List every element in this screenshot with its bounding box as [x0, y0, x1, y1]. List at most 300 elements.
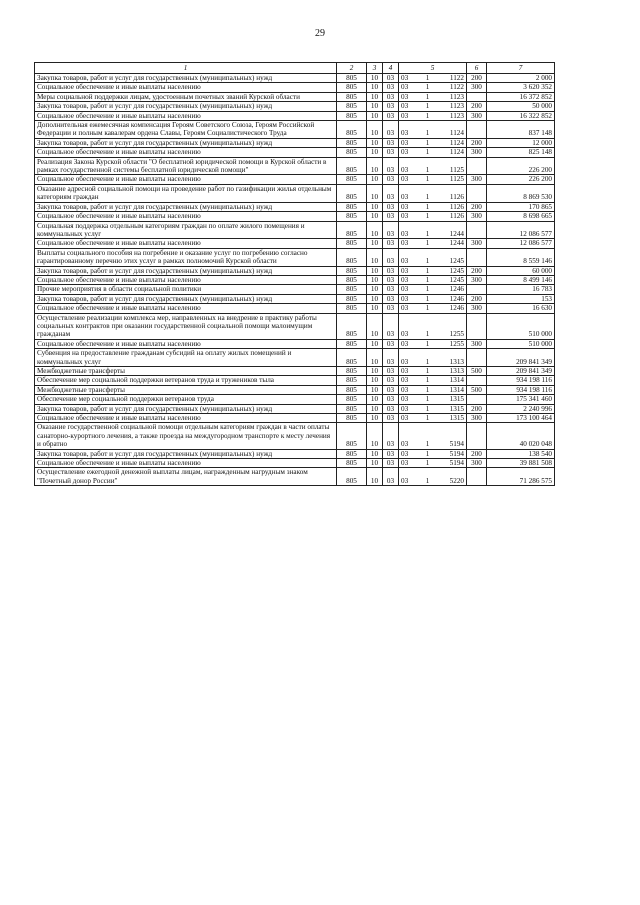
table-row [35, 423, 555, 449]
row-expense-type: 500 [467, 367, 487, 376]
target-subprogram-code: 1 [425, 212, 430, 221]
row-name: Обеспечение мер социальной поддержки ветеранов труда [35, 395, 337, 404]
target-item-code: 1126 [449, 193, 464, 202]
row-subsection-code: 03 [383, 285, 399, 294]
target-item-code: 1245 [449, 266, 464, 275]
target-program-code: 03 [401, 449, 409, 458]
target-item-code: 1244 [449, 239, 464, 248]
target-subprogram-code: 1 [425, 102, 430, 111]
row-target-article [399, 202, 467, 211]
row-ministry-code: 805 [337, 92, 367, 101]
row-ministry-code: 805 [337, 239, 367, 248]
target-item-code: 1314 [449, 385, 464, 394]
row-subsection-code: 03 [383, 157, 399, 175]
row-subsection-code: 03 [383, 111, 399, 120]
target-item-code: 1124 [449, 148, 464, 157]
row-section-code: 10 [367, 221, 383, 239]
header-col-2: 2 [337, 63, 367, 74]
row-subsection-code: 03 [383, 175, 399, 184]
row-target-article [399, 184, 467, 202]
target-item-code: 1125 [449, 166, 464, 175]
row-section-code: 10 [367, 239, 383, 248]
row-amount: 170 865 [487, 202, 555, 211]
row-subsection-code: 03 [383, 294, 399, 303]
row-section-code: 10 [367, 202, 383, 211]
row-ministry-code: 805 [337, 349, 367, 367]
row-section-code: 10 [367, 449, 383, 458]
row-subsection-code: 03 [383, 74, 399, 83]
header-col-1: 1 [35, 63, 337, 74]
row-section-code: 10 [367, 148, 383, 157]
target-item-code: 1246 [449, 285, 464, 294]
row-subsection-code: 03 [383, 221, 399, 239]
row-target-article [399, 92, 467, 101]
target-subprogram-code: 1 [425, 239, 430, 248]
row-name: Оказание адресной социальной помощи на проведение работ по газификации жилья отдельным категориям граждан [35, 184, 337, 202]
row-amount: 8 869 530 [487, 184, 555, 202]
row-ministry-code: 805 [337, 313, 367, 339]
target-item-code: 1122 [449, 83, 464, 92]
target-subprogram-code: 1 [425, 175, 430, 184]
row-amount: 2 000 [487, 74, 555, 83]
row-section-code: 10 [367, 468, 383, 486]
row-name: Социальное обеспечение и иные выплаты населению [35, 175, 337, 184]
target-subprogram-code: 1 [425, 166, 430, 175]
target-item-code: 1315 [449, 414, 464, 423]
row-expense-type: 300 [467, 239, 487, 248]
row-subsection-code: 03 [383, 349, 399, 367]
table-row [35, 266, 555, 275]
target-item-code: 1124 [449, 138, 464, 147]
row-section-code: 10 [367, 294, 383, 303]
table-row [35, 313, 555, 339]
row-section-code: 10 [367, 423, 383, 449]
target-program-code: 03 [401, 111, 409, 120]
row-subsection-code: 03 [383, 468, 399, 486]
row-ministry-code: 805 [337, 248, 367, 266]
target-subprogram-code: 1 [425, 92, 430, 101]
row-section-code: 10 [367, 385, 383, 394]
row-expense-type [467, 395, 487, 404]
row-name: Социальное обеспечение и иные выплаты населению [35, 111, 337, 120]
row-subsection-code: 03 [383, 148, 399, 157]
row-subsection-code: 03 [383, 414, 399, 423]
row-expense-type [467, 92, 487, 101]
row-section-code: 10 [367, 404, 383, 413]
row-amount: 12 000 [487, 138, 555, 147]
row-amount: 226 200 [487, 175, 555, 184]
row-section-code: 10 [367, 395, 383, 404]
table-row [35, 83, 555, 92]
row-subsection-code: 03 [383, 275, 399, 284]
row-amount: 825 148 [487, 148, 555, 157]
row-ministry-code: 805 [337, 285, 367, 294]
target-item-code: 1245 [449, 275, 464, 284]
row-ministry-code: 805 [337, 449, 367, 458]
row-subsection-code: 03 [383, 83, 399, 92]
row-amount: 934 198 116 [487, 385, 555, 394]
row-expense-type [467, 468, 487, 486]
row-target-article [399, 304, 467, 313]
target-subprogram-code: 1 [425, 339, 430, 348]
row-section-code: 10 [367, 212, 383, 221]
target-program-code: 03 [401, 92, 409, 101]
target-program-code: 03 [401, 166, 409, 175]
row-name: Социальное обеспечение и иные выплаты населению [35, 459, 337, 468]
table-row [35, 376, 555, 385]
row-subsection-code: 03 [383, 385, 399, 394]
target-program-code: 03 [401, 212, 409, 221]
target-item-code: 1125 [449, 175, 464, 184]
row-subsection-code: 03 [383, 376, 399, 385]
row-expense-type [467, 376, 487, 385]
row-ministry-code: 805 [337, 339, 367, 348]
row-target-article [399, 221, 467, 239]
row-ministry-code: 805 [337, 184, 367, 202]
row-subsection-code: 03 [383, 121, 399, 139]
row-name: Социальное обеспечение и иные выплаты населению [35, 83, 337, 92]
row-target-article [399, 349, 467, 367]
row-target-article [399, 285, 467, 294]
row-subsection-code: 03 [383, 404, 399, 413]
target-program-code: 03 [401, 294, 409, 303]
target-program-code: 03 [401, 102, 409, 111]
row-subsection-code: 03 [383, 92, 399, 101]
row-target-article [399, 266, 467, 275]
row-subsection-code: 03 [383, 339, 399, 348]
row-section-code: 10 [367, 157, 383, 175]
row-section-code: 10 [367, 248, 383, 266]
header-col-5: 5 [399, 63, 467, 74]
row-subsection-code: 03 [383, 449, 399, 458]
row-target-article [399, 313, 467, 339]
table-row [35, 102, 555, 111]
row-name: Закупка товаров, работ и услуг для государственных (муниципальных) нужд [35, 266, 337, 275]
target-item-code: 1255 [449, 339, 464, 348]
row-target-article [399, 239, 467, 248]
row-amount: 8 559 146 [487, 248, 555, 266]
row-expense-type [467, 184, 487, 202]
row-target-article [399, 395, 467, 404]
row-name: Субвенция на предоставление гражданам субсидий на оплату жилых помещений и коммунальных услуг [35, 349, 337, 367]
target-program-code: 03 [401, 285, 409, 294]
row-amount: 8 499 146 [487, 275, 555, 284]
target-item-code: 5194 [449, 459, 464, 468]
table-row [35, 212, 555, 221]
row-ministry-code: 805 [337, 157, 367, 175]
row-target-article [399, 459, 467, 468]
row-name: Социальное обеспечение и иные выплаты населению [35, 239, 337, 248]
target-program-code: 03 [401, 83, 409, 92]
table-row [35, 385, 555, 394]
row-subsection-code: 03 [383, 459, 399, 468]
row-target-article [399, 385, 467, 394]
row-amount: 50 000 [487, 102, 555, 111]
row-section-code: 10 [367, 175, 383, 184]
row-subsection-code: 03 [383, 239, 399, 248]
row-amount: 16 783 [487, 285, 555, 294]
row-amount: 173 100 464 [487, 414, 555, 423]
row-amount: 226 200 [487, 157, 555, 175]
row-ministry-code: 805 [337, 121, 367, 139]
target-program-code: 03 [401, 330, 409, 339]
target-item-code: 1126 [449, 202, 464, 211]
row-section-code: 10 [367, 138, 383, 147]
row-target-article [399, 404, 467, 413]
row-expense-type: 300 [467, 83, 487, 92]
target-item-code: 1313 [449, 357, 464, 366]
target-item-code: 5220 [449, 476, 464, 485]
row-target-article [399, 138, 467, 147]
table-row [35, 148, 555, 157]
row-subsection-code: 03 [383, 313, 399, 339]
row-ministry-code: 805 [337, 148, 367, 157]
target-program-code: 03 [401, 476, 409, 485]
table-row [35, 175, 555, 184]
row-name: Социальное обеспечение и иные выплаты населению [35, 275, 337, 284]
row-subsection-code: 03 [383, 266, 399, 275]
target-subprogram-code: 1 [425, 229, 430, 238]
row-expense-type: 300 [467, 304, 487, 313]
row-name: Закупка товаров, работ и услуг для государственных (муниципальных) нужд [35, 138, 337, 147]
header-col-3: 3 [367, 63, 383, 74]
row-ministry-code: 805 [337, 376, 367, 385]
target-subprogram-code: 1 [425, 414, 430, 423]
row-expense-type [467, 157, 487, 175]
header-col-7: 7 [487, 63, 555, 74]
row-name: Межбюджетные трансферты [35, 367, 337, 376]
row-amount: 3 620 352 [487, 83, 555, 92]
table-row [35, 395, 555, 404]
target-program-code: 03 [401, 357, 409, 366]
row-target-article [399, 83, 467, 92]
row-target-article [399, 157, 467, 175]
row-subsection-code: 03 [383, 304, 399, 313]
table-row [35, 92, 555, 101]
row-expense-type: 200 [467, 138, 487, 147]
target-subprogram-code: 1 [425, 148, 430, 157]
row-target-article [399, 376, 467, 385]
row-expense-type: 200 [467, 102, 487, 111]
target-subprogram-code: 1 [425, 330, 430, 339]
row-expense-type: 300 [467, 275, 487, 284]
row-amount: 175 341 460 [487, 395, 555, 404]
target-item-code: 1315 [449, 395, 464, 404]
row-expense-type: 300 [467, 111, 487, 120]
row-name: Оказание государственной социальной помощи отдельным категориям граждан в части оплаты санаторно-курортного лечения, а также проезда на междугородном транспорте к месту лечения и обратно [35, 423, 337, 449]
target-item-code: 1123 [449, 111, 464, 120]
row-section-code: 10 [367, 304, 383, 313]
target-subprogram-code: 1 [425, 138, 430, 147]
row-section-code: 10 [367, 376, 383, 385]
target-subprogram-code: 1 [425, 376, 430, 385]
row-subsection-code: 03 [383, 423, 399, 449]
row-ministry-code: 805 [337, 202, 367, 211]
row-amount: 209 841 349 [487, 349, 555, 367]
row-expense-type: 500 [467, 385, 487, 394]
target-subprogram-code: 1 [425, 476, 430, 485]
target-program-code: 03 [401, 440, 409, 449]
table-row [35, 349, 555, 367]
row-section-code: 10 [367, 121, 383, 139]
row-ministry-code: 805 [337, 212, 367, 221]
table-row [35, 184, 555, 202]
target-subprogram-code: 1 [425, 449, 430, 458]
row-expense-type: 300 [467, 212, 487, 221]
target-item-code: 1126 [449, 212, 464, 221]
target-subprogram-code: 1 [425, 74, 430, 82]
table-row [35, 339, 555, 348]
row-name: Социальное обеспечение и иные выплаты населению [35, 212, 337, 221]
row-target-article [399, 175, 467, 184]
target-program-code: 03 [401, 385, 409, 394]
row-ministry-code: 805 [337, 175, 367, 184]
row-subsection-code: 03 [383, 138, 399, 147]
row-expense-type [467, 285, 487, 294]
row-expense-type [467, 121, 487, 139]
row-amount: 12 086 577 [487, 221, 555, 239]
row-expense-type: 200 [467, 202, 487, 211]
row-target-article [399, 339, 467, 348]
row-amount: 40 020 048 [487, 423, 555, 449]
row-name: Закупка товаров, работ и услуг для государственных (муниципальных) нужд [35, 102, 337, 111]
target-subprogram-code: 1 [425, 440, 430, 449]
row-section-code: 10 [367, 83, 383, 92]
table-row [35, 111, 555, 120]
row-ministry-code: 805 [337, 423, 367, 449]
table-row [35, 367, 555, 376]
row-target-article [399, 449, 467, 458]
target-subprogram-code: 1 [425, 304, 430, 313]
row-expense-type: 200 [467, 266, 487, 275]
row-name: Социальное обеспечение и иные выплаты населению [35, 414, 337, 423]
row-name: Закупка товаров, работ и услуг для государственных (муниципальных) нужд [35, 449, 337, 458]
row-amount: 8 698 665 [487, 212, 555, 221]
row-section-code: 10 [367, 266, 383, 275]
target-program-code: 03 [401, 414, 409, 423]
row-name: Дополнительная ежемесячная компенсация Героям Советского Союза, Героям Российской Федерации и полным кавалерам ордена Славы, Героям Социалистического Труда [35, 121, 337, 139]
row-expense-type: 200 [467, 449, 487, 458]
row-subsection-code: 03 [383, 202, 399, 211]
row-name: Закупка товаров, работ и услуг для государственных (муниципальных) нужд [35, 74, 337, 83]
row-amount: 934 198 116 [487, 376, 555, 385]
row-name: Осуществление реализации комплекса мер, направленных на внедрение в практику работы социальных контрактов при оказании государственной социальной помощи малоимущим гражданам [35, 313, 337, 339]
row-amount: 209 841 349 [487, 367, 555, 376]
row-section-code: 10 [367, 414, 383, 423]
target-subprogram-code: 1 [425, 404, 430, 413]
table-row [35, 275, 555, 284]
row-name: Закупка товаров, работ и услуг для государственных (муниципальных) нужд [35, 202, 337, 211]
row-amount: 138 540 [487, 449, 555, 458]
table-row [35, 468, 555, 486]
target-program-code: 03 [401, 202, 409, 211]
table-row [35, 449, 555, 458]
row-amount: 510 000 [487, 313, 555, 339]
row-target-article [399, 121, 467, 139]
target-subprogram-code: 1 [425, 294, 430, 303]
row-target-article [399, 275, 467, 284]
table-row [35, 404, 555, 413]
row-amount: 16 372 852 [487, 92, 555, 101]
target-subprogram-code: 1 [425, 266, 430, 275]
target-item-code: 1123 [449, 102, 464, 111]
row-name: Социальное обеспечение и иные выплаты населению [35, 339, 337, 348]
row-ministry-code: 805 [337, 367, 367, 376]
target-program-code: 03 [401, 275, 409, 284]
row-subsection-code: 03 [383, 367, 399, 376]
row-ministry-code: 805 [337, 138, 367, 147]
row-amount: 71 286 575 [487, 468, 555, 486]
header-col-6: 6 [467, 63, 487, 74]
target-item-code: 1313 [449, 367, 464, 375]
target-subprogram-code: 1 [425, 83, 430, 92]
row-ministry-code: 805 [337, 294, 367, 303]
target-subprogram-code: 1 [425, 193, 430, 202]
row-section-code: 10 [367, 285, 383, 294]
target-item-code: 1245 [449, 257, 464, 266]
target-subprogram-code: 1 [425, 275, 430, 284]
target-program-code: 03 [401, 229, 409, 238]
budget-table [34, 62, 555, 486]
row-amount: 12 086 577 [487, 239, 555, 248]
row-amount: 837 148 [487, 121, 555, 139]
row-name: Закупка товаров, работ и услуг для государственных (муниципальных) нужд [35, 404, 337, 413]
target-program-code: 03 [401, 266, 409, 275]
row-subsection-code: 03 [383, 395, 399, 404]
row-expense-type [467, 248, 487, 266]
target-program-code: 03 [401, 304, 409, 313]
table-row [35, 239, 555, 248]
row-ministry-code: 805 [337, 83, 367, 92]
row-ministry-code: 805 [337, 395, 367, 404]
table-row [35, 121, 555, 139]
row-name: Закупка товаров, работ и услуг для государственных (муниципальных) нужд [35, 294, 337, 303]
row-amount: 16 630 [487, 304, 555, 313]
target-program-code: 03 [401, 257, 409, 266]
row-name: Социальная поддержка отдельным категориям граждан по оплате жилого помещения и коммунальных услуг [35, 221, 337, 239]
row-name: Обеспечение мер социальной поддержки ветеранов труда и тружеников тыла [35, 376, 337, 385]
row-ministry-code: 805 [337, 414, 367, 423]
row-amount: 60 000 [487, 266, 555, 275]
row-target-article [399, 248, 467, 266]
row-subsection-code: 03 [383, 184, 399, 202]
target-program-code: 03 [401, 395, 409, 404]
table-row [35, 74, 555, 83]
target-program-code: 03 [401, 459, 409, 468]
row-section-code: 10 [367, 102, 383, 111]
target-program-code: 03 [401, 193, 409, 202]
row-section-code: 10 [367, 275, 383, 284]
table-row [35, 221, 555, 239]
row-ministry-code: 805 [337, 304, 367, 313]
row-name: Межбюджетные трансферты [35, 385, 337, 394]
target-item-code: 1124 [449, 129, 464, 138]
target-program-code: 03 [401, 367, 409, 375]
row-amount: 153 [487, 294, 555, 303]
row-amount: 510 000 [487, 339, 555, 348]
row-section-code: 10 [367, 349, 383, 367]
table-row [35, 304, 555, 313]
target-program-code: 03 [401, 138, 409, 147]
target-item-code: 5194 [449, 440, 464, 449]
row-target-article [399, 148, 467, 157]
row-ministry-code: 805 [337, 74, 367, 83]
target-program-code: 03 [401, 339, 409, 348]
row-name: Социальное обеспечение и иные выплаты населению [35, 148, 337, 157]
target-subprogram-code: 1 [425, 257, 430, 266]
target-program-code: 03 [401, 376, 409, 385]
target-item-code: 1315 [449, 404, 464, 413]
